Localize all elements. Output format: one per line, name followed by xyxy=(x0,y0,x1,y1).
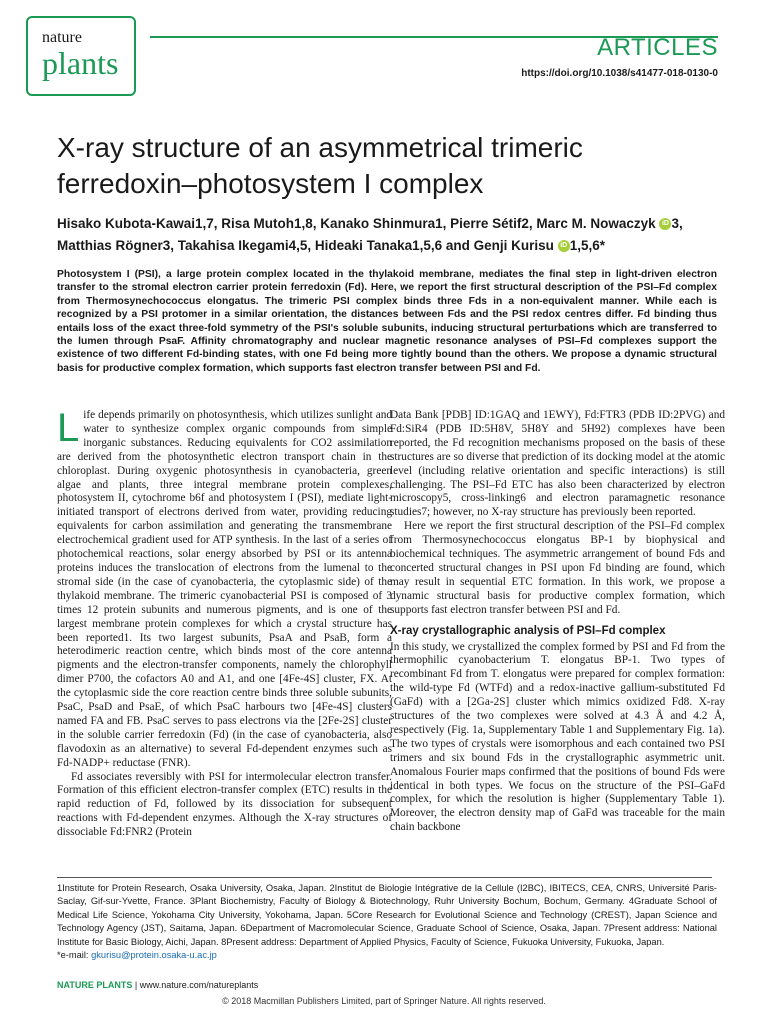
footer-journal xyxy=(57,980,258,990)
author-list xyxy=(57,213,737,257)
article-title: X-ray structure of an asymmetrical trimeric ferredoxin–photosystem I complex xyxy=(57,132,583,199)
body-paragraph: In this study, we crystallized the complex formed by PSI and Fd from the thermophilic cyanobacterium T. elongatus BP-1. Two types of recombinant Fd from T. elongatus were prepared for complex formation: the wild-type Fd (WTFd) and a redox-inactive gallium-substituted Fd (GaFd) with a [2Ga-2S] cluster which mimics oxidized Fd8. X-ray structures of the two complexes were solved at 4.3 Å and 4.2 Å, respectively (Fig. 1a, Supplementary Table 1 and Supplementary Fig. 1a). The two types of crystals were isomorphous and each contained two PSI trimers and six bound Fds in the crystallographic asymmetric unit. Anomalous Fourier maps confirmed that the positions of bound Fds were identical in both types. We focus on the structure of the PSI–GaFd complex, for which the resolution is higher (Supplementary Table 1). Moreover, the electron density map of GaFd was traceable for the main chain backbone xyxy=(390,640,725,834)
orcid-icon[interactable]: iD xyxy=(558,240,570,252)
footer-separator: | xyxy=(134,980,138,990)
author-line-1 xyxy=(57,213,737,235)
journal-logo-line2: plants xyxy=(42,45,119,81)
body-column-left xyxy=(57,406,392,840)
affiliations xyxy=(57,882,717,962)
authors-affil-1: 3, xyxy=(671,216,683,231)
footer-journal-name: NATURE PLANTS xyxy=(57,980,133,990)
abstract: Photosystem I (PSI), a large protein complex located in the thylakoid membrane, mediates the final step in light-driven electron transfer to the stromal electron carrier protein ferredoxin (Fd). Here, we report the first structural description of the PSI–Fd complex from Thermosynechococcus elongatus. The trimeric PSI complex binds three Fds in a non-equivalent manner. While each is recognized by a PSI protomer in a similar orientation, the distances between Fds and the PSI redox centres differ. Fd binding thus entails loss of the exact three-fold symmetry of the PSI's soluble subunits, inducing structural perturbations which are transferred to the lumen through PsaF. Affinity chromatography and nuclear magnetic resonance analyses of PSI–Fd complexes support the existence of two different Fd-binding states, with one Fd being more tightly bound than the others. We propose a dynamic structural basis for productive complex formation, which supports fast electron transfer between PSI and Fd. xyxy=(57,269,717,374)
body-text: ife depends primarily on photosynthesis, which utilizes sunlight and water to synthesize complex organic compounds from simple inorganic substances. Reducing equivalents for CO2 assimilation are derived from the photosynthetic electron transport chain in the chloroplast. During oxygenic photosynthesis in cyanobacteria, green algae and plants, three integral membrane protein complexes, photosystem II, cytochrome b6f and photosystem I (PSI), mediate light-initiated transport of electrons derived from water, providing reducing equivalents for carbon assimilation and generating the transmembrane electrochemical gradient used for ATP synthesis. In the last of a series of photochemical reactions, solar energy absorbed by PSI or its antenna proteins induces the translocation of electrons from the lumenal to the stromal side (in the case of cyanobacteria, the cytoplasmic side) of the thylakoid membrane. The trimeric cyanobacterial PSI is composed of 3 times 12 protein subunits and numerous pigments, and is one of the largest membrane protein complexes for which a crystal structure has been reported1. Its two largest subunits, PsaA and PsaB, form a heterodimeric reaction centre, which binds most of the core antenna pigments and the electron-transfer components, namely the chlorophyll dimer P700, the cofactors A0 and A1, and one [4Fe-4S] cluster, FX. At the cytoplasmic side the core reaction centre binds three soluble subunits, PsaC, PsaD and PsaE, of which PsaC harbours two [4Fe-4S] clusters named FA and FB. PsaC serves to pass electrons via the [2Fe-2S] cluster in the soluble carrier ferredoxin (Fd) (in the case of cyanobacteria, also flavodoxin as an alternative) to several Fd-dependent enzymes such as Fd-NADP+ reductase (FNR). xyxy=(57,409,392,769)
doi-link[interactable]: https://doi.org/10.1038/s41477-018-0130-0 xyxy=(521,68,718,79)
email-link[interactable]: gkurisu@protein.osaka-u.ac.jp xyxy=(91,950,217,961)
author-line-2 xyxy=(57,235,737,257)
footer-url-link[interactable]: www.nature.com/natureplants xyxy=(139,980,259,990)
footnote-rule xyxy=(57,877,712,878)
body-column-right xyxy=(390,409,725,835)
body-paragraph: Data Bank [PDB] ID:1GAQ and 1EWY), Fd:FTR3 (PDB ID:2PVG) and Fd:SiR4 (PDB ID:5H8V, 5H8Y and 5H92) complexes have been reported, the Fd recognition mechanisms proposed on the basis of these structures are so diverse that prediction of its docking model at the atomic level (including relative orientation and specific interactions) is still challenging. The PSI–Fd ETC has also been characterized by electron microscopy5, cross-linking6 and electron paramagnetic resonance studies7; however, no X-ray structure has previously been reported. xyxy=(390,409,725,519)
body-paragraph: Fd associates reversibly with PSI for intermolecular electron transfer. Formation of this efficient electron-transfer complex (ETC) results in the rapid reduction of Fd, followed by its dissociation for subsequent reactions with Fd-dependent enzymes. Although the X-ray structures of dissociable Fd:FNR2 (Protein xyxy=(57,770,392,839)
affiliations-text: 1Institute for Protein Research, Osaka University, Osaka, Japan. 2Institut de Biologie Intégrative de la Cellule (I2BC), IBITECS, CEA, CNRS, Université Paris-Saclay, Gif-sur-Yvette, France. 3Plant Biochemistry, Faculty of Biology & Biotechnology, Ruhr University Bochum, Bochum, Germany. 4Graduate School of Medical Life Science, Yokohama City University, Yokohama, Japan. 5Core Research for Evolutional Science and Technology (CREST), Japan Science and Technology Agency (JST), Saitama, Japan. 6Department of Macromolecular Science, Graduate School of Science, Osaka, Japan. 7Present address: National Institute for Basic Biology, Aichi, Japan. 8Present address: Department of Applied Physics, Faculty of Science, Fukuoka University, Fukuoka, Japan. xyxy=(57,883,717,947)
copyright-notice: © 2018 Macmillan Publishers Limited, part of Springer Nature. All rights reserved. xyxy=(222,996,546,1006)
orcid-icon[interactable]: iD xyxy=(659,218,671,230)
section-heading: X-ray crystallographic analysis of PSI–Fd complex xyxy=(390,624,666,637)
authors-affil-2: 1,5,6* xyxy=(569,238,605,253)
article-type-label: ARTICLES xyxy=(597,34,718,61)
drop-cap: L xyxy=(57,406,80,450)
authors-text-2: Matthias Rögner3, Takahisa Ikegami4,5, Hideaki Tanaka1,5,6 and Genji Kurisu xyxy=(57,238,554,253)
body-paragraph xyxy=(57,406,392,771)
journal-logo-line1: nature xyxy=(42,29,82,46)
journal-logo xyxy=(26,16,136,96)
authors-text-1: Hisako Kubota-Kawai1,7, Risa Mutoh1,8, Kanako Shinmura1, Pierre Sétif2, Marc M. Nowaczyk xyxy=(57,216,656,231)
email-label: *e-mail: xyxy=(57,950,89,961)
body-paragraph: Here we report the first structural description of the PSI–Fd complex from Thermosynechococcus elongatus BP-1 by biophysical and biochemical techniques. The asymmetric arrangement of bound Fds and concerted structural changes in PSI upon Fd binding are found, which may result in sequential ETC formation. In this work, we propose a dynamic structural basis for productive complex formation, which supports fast electron transfer between PSI and Fd. xyxy=(390,520,725,616)
